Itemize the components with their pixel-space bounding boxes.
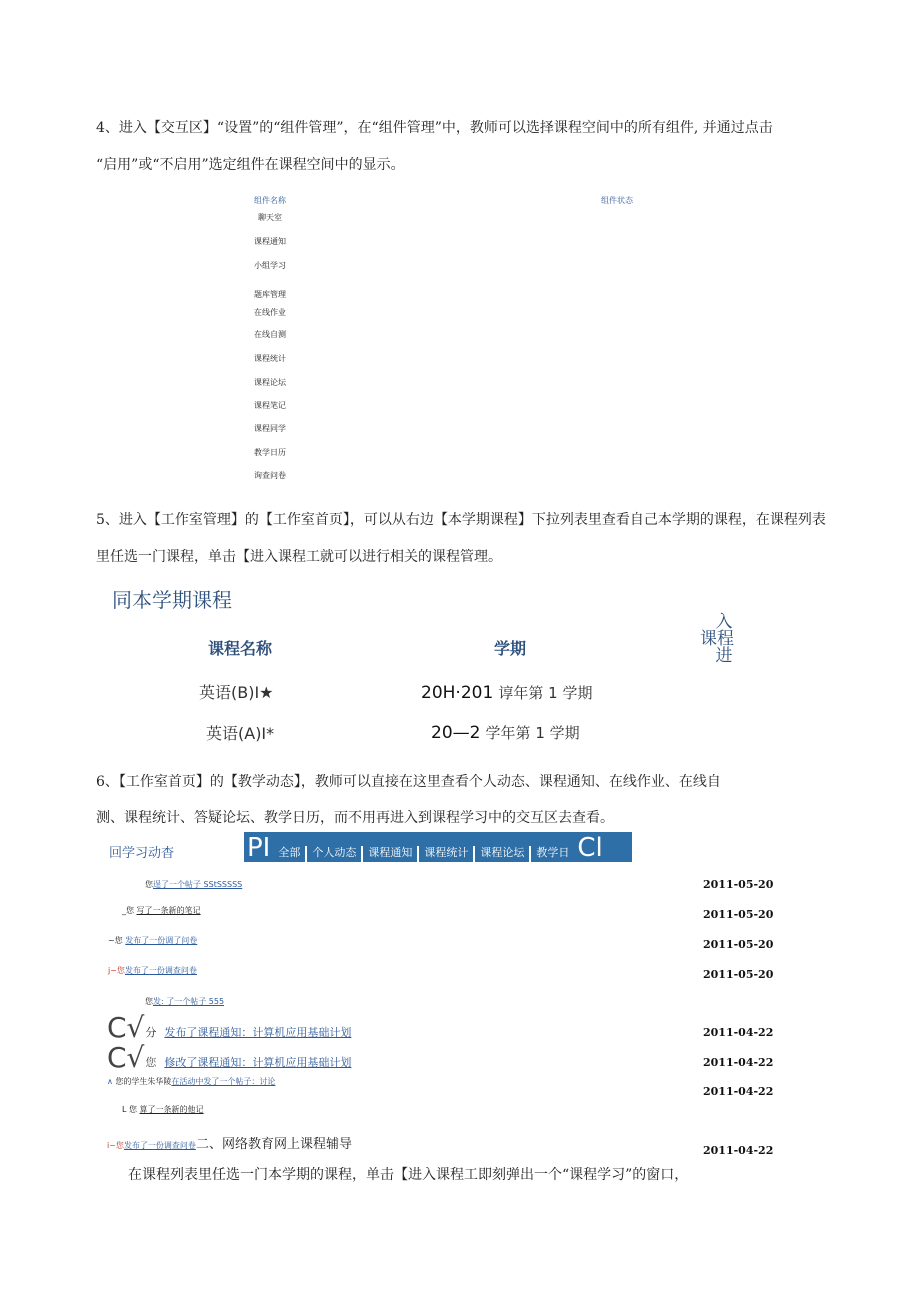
tab-all[interactable]: 全部 <box>278 846 301 859</box>
tab-bar-right-glyph: Cl <box>577 833 603 862</box>
component-item: 聊天室 <box>258 213 282 222</box>
feed-prefix: 您 <box>145 1056 157 1069</box>
feed-date: 2011-05-20 <box>703 908 774 921</box>
course-row-name[interactable]: 英语(B)I★ <box>199 683 274 702</box>
feed-item <box>108 965 197 976</box>
section4-line2: “启用”或“不启用”选定组件在课程空间中的显示。 <box>96 157 405 173</box>
feed-item <box>107 1011 351 1044</box>
term-rest: 谆年第 1 学期 <box>498 684 593 702</box>
section6-line2: 测、课程统计、答疑论坛、教学日历，而不用再进入到课程学习中的交互区去查看。 <box>96 810 614 826</box>
feed-link[interactable]: 算了一条新的他记 <box>139 1105 204 1114</box>
enter-header-top: 入 <box>715 612 733 632</box>
feed-link[interactable]: 修改了课程通知：计算机应用基础计划 <box>164 1056 352 1069</box>
feed-date: 2011-05-20 <box>703 938 774 951</box>
enter-course-header <box>698 614 736 665</box>
feed-item <box>145 996 224 1007</box>
component-item: 课程统计 <box>254 354 286 363</box>
feed-item <box>108 935 197 946</box>
term-year: 20—2 <box>431 723 481 743</box>
tab-course-notice[interactable]: 课程通知 <box>361 846 417 862</box>
feed-item <box>122 905 201 916</box>
section6-line1: 6、【工作室首页】的【教学动态】，教师可以直接在这里查看个人动态、课程通知、在线作业、在线自 <box>96 774 721 790</box>
feed-marker: ∧ <box>107 1077 113 1086</box>
section5-line2: 里任选一门课程，单击【进入课程工就可以进行相关的课程管理。 <box>96 549 502 565</box>
component-item: 课程通知 <box>254 237 286 246</box>
section4-line1: 4、进入【交互区】“设置”的“组件管理”，在“组件管理”中，教师可以选择课程空间中的所有组件, 并通过点击 <box>96 120 773 136</box>
course-row-name[interactable]: 英语(A)I* <box>206 724 275 743</box>
feed-date: 2011-05-20 <box>703 968 774 981</box>
component-item: 教学日历 <box>254 448 286 457</box>
feed-link[interactable]: 在活动中发了一个帖子：讨论 <box>171 1077 276 1086</box>
check-icon: C√ <box>107 1041 145 1074</box>
tab-teaching-calendar[interactable]: 教学日 <box>529 846 574 862</box>
feed-link[interactable]: 逞了一个帖子 SStSSSSS <box>153 880 243 889</box>
enter-header-bot: 进 <box>715 646 733 666</box>
term-header: 学期 <box>494 639 527 658</box>
feed-link[interactable]: 发: 了一个帖子 555 <box>153 997 225 1006</box>
feed-item <box>107 1133 352 1152</box>
feed-prefix: i~您 <box>107 1141 124 1150</box>
feed-item <box>107 1076 275 1087</box>
feed-item <box>107 1041 351 1074</box>
feed-prefix: _您 <box>122 906 134 915</box>
component-item: 课程论坛 <box>254 378 286 387</box>
feed-date: 2011-04-22 <box>703 1056 774 1069</box>
feed-link[interactable]: 发布了一份调查问卷 <box>123 1141 196 1150</box>
component-item: 小组学习 <box>254 261 286 270</box>
feed-date: 2011-04-22 <box>703 1144 774 1157</box>
feed-link[interactable]: 发布了一份调查问卷 <box>124 966 197 975</box>
component-item: 课程笔记 <box>254 401 286 410</box>
dynamics-title: 回学习动杳 <box>109 846 175 861</box>
component-item: 在线作业 <box>254 308 286 317</box>
component-item: 题库管理 <box>254 290 286 299</box>
courses-title: 同本学期课程 <box>112 588 232 612</box>
tab-course-forum[interactable]: 课程论坛 <box>473 846 529 862</box>
feed-item <box>122 1104 204 1115</box>
feed-prefix: 您 <box>145 997 153 1006</box>
tab-personal[interactable]: 个人动态 <box>305 846 361 862</box>
feed-date: 2011-04-22 <box>703 1026 774 1039</box>
section-two-paragraph: 在课程列表里任选一门本学期的课程，单击【进入课程工即刻弹出一个“课程学习”的窗口， <box>128 1167 689 1183</box>
tab-bar-left-glyph: PI <box>247 833 271 862</box>
course-name-header: 课程名称 <box>208 639 273 658</box>
feed-link[interactable]: 发布了课程通知：计算机应用基础计划 <box>164 1026 352 1039</box>
feed-item <box>145 879 242 890</box>
course-row-term <box>421 682 592 703</box>
section5-line1: 5、进入【工作室管理】的【工作室首页】，可以从右边【本学期课程】下拉列表里查看自己本学期的课程，在课程列表 <box>96 512 826 528</box>
feed-prefix: L 您 <box>122 1105 137 1114</box>
check-icon: C√ <box>107 1011 145 1044</box>
feed-prefix: 您的学生朱华陵 <box>115 1077 172 1086</box>
component-item: 询查问卷 <box>254 471 286 480</box>
feed-prefix: j~您 <box>108 966 125 975</box>
feed-link[interactable]: 写了一条新的笔记 <box>136 906 201 915</box>
course-row-term <box>431 722 580 743</box>
component-name-header: 组件名称 <box>254 196 286 205</box>
feed-date: 2011-05-20 <box>703 878 774 891</box>
enter-header-mid: 课程 <box>700 629 734 649</box>
term-year: 20H·201 <box>421 683 494 703</box>
feed-prefix: ~您 <box>108 936 123 945</box>
dynamics-tab-bar <box>244 832 632 862</box>
feed-prefix: 分 <box>145 1026 157 1039</box>
component-item: 在线自测 <box>254 330 286 339</box>
feed-date: 2011-04-22 <box>703 1085 774 1098</box>
component-item: 课程同学 <box>254 424 286 433</box>
component-status-header: 组件状态 <box>601 196 633 205</box>
term-rest: 学年第 1 学期 <box>485 724 580 742</box>
tab-course-stats[interactable]: 课程统计 <box>417 846 473 862</box>
feed-link[interactable]: 发布了一份调了问卷 <box>125 936 198 945</box>
section-two-heading: 二、网络教育网上课程辅导 <box>195 1137 352 1152</box>
feed-prefix: 您 <box>145 880 153 889</box>
